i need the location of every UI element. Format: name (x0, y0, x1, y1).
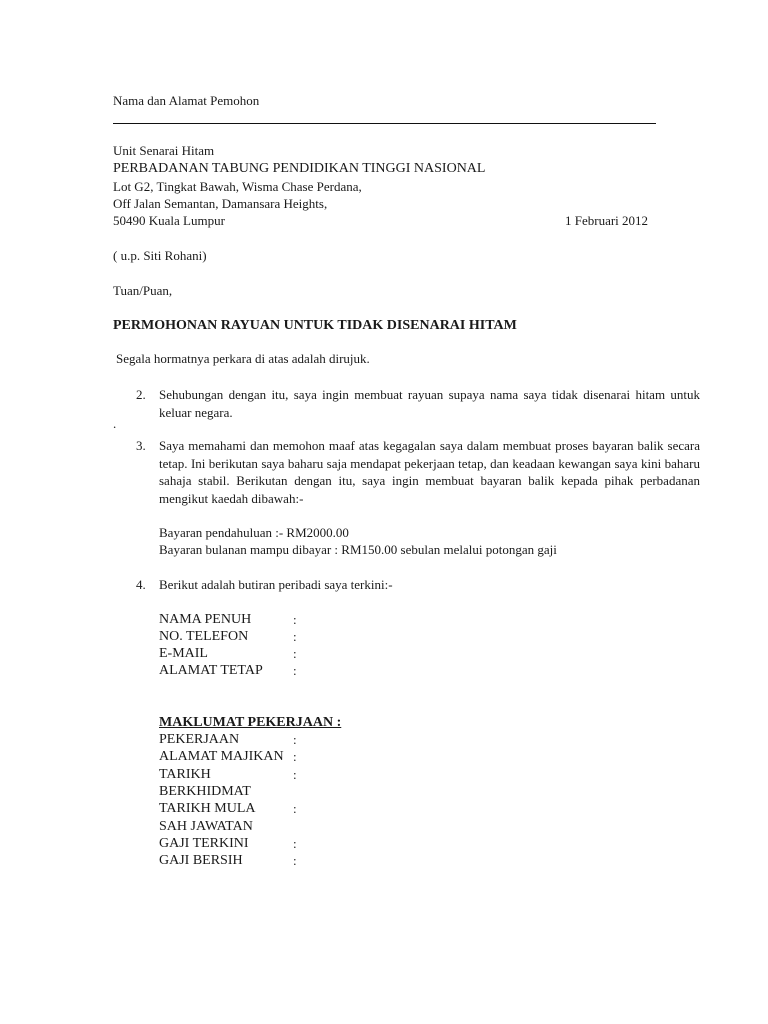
field-label: NAMA PENUH (159, 612, 252, 627)
paragraph-text: Saya memahami dan memohon maaf atas kegagalan saya dalam membuat proses bayaran balik secara tetap. Ini berikutan saya baharu saja mendapat pekerjaan tetap, dan keadaan kewangan saya kini baharu sahaja stabil. Berikutan dengan itu, saya ingin membuat bayaran balik kepada pihak perbadanan mengikut kaedah dibawah:- (159, 438, 700, 506)
personal-details-intro: Berikut adalah butiran peribadi saya terkini:- (159, 577, 393, 592)
field-label: E-MAIL (159, 646, 208, 661)
field-label: NO. TELEFON (159, 629, 249, 644)
recipient-address-line2: Off Jalan Semantan, Damansara Heights, (113, 196, 328, 211)
recipient-organization: PERBADANAN TABUNG PENDIDIKAN TINGGI NASIONAL (113, 161, 486, 176)
field-colon: : (293, 836, 297, 851)
applicant-label: Nama dan Alamat Pemohon (113, 93, 260, 108)
recipient-address-line3: 50490 Kuala Lumpur (113, 213, 225, 228)
field-colon: : (293, 663, 297, 678)
field-label: SAH JAWATAN (159, 819, 253, 834)
paragraph-text: Sehubungan dengan itu, saya ingin membuat rayuan supaya nama saya tidak disenarai hitam untuk keluar negara. (159, 387, 700, 420)
field-colon: : (293, 801, 297, 816)
letter-date: 1 Februari 2012 (565, 213, 649, 228)
intro-paragraph: Segala hormatnya perkara di atas adalah dirujuk. (116, 351, 370, 366)
signature-line (113, 123, 656, 124)
paragraph-number: 3. (136, 438, 146, 453)
field-label: GAJI TERKINI (159, 836, 249, 851)
paragraph-number: 4. (136, 577, 146, 592)
recipient-address-line1: Lot G2, Tingkat Bawah, Wisma Chase Perdana, (113, 179, 362, 194)
letter-subject: PERMOHONAN RAYUAN UNTUK TIDAK DISENARAI HITAM (113, 318, 517, 333)
field-label: ALAMAT MAJIKAN (159, 749, 284, 764)
field-colon: : (293, 853, 297, 868)
down-payment-line: Bayaran pendahuluan :- RM2000.00 (159, 525, 349, 540)
paragraph-number: 2. (136, 387, 146, 402)
field-label: TARIKH MULA (159, 801, 256, 816)
field-label: PEKERJAAN (159, 732, 240, 747)
field-colon: : (293, 767, 297, 782)
field-colon: : (293, 629, 297, 644)
field-colon: : (293, 732, 297, 747)
attention-line: ( u.p. Siti Rohani) (113, 248, 207, 263)
monthly-payment-line: Bayaran bulanan mampu dibayar : RM150.00 sebulan melalui potongan gaji (159, 542, 557, 557)
field-colon: : (293, 749, 297, 764)
employment-heading: MAKLUMAT PEKERJAAN : (159, 715, 342, 730)
field-label: GAJI BERSIH (159, 853, 243, 868)
field-colon: : (293, 612, 297, 627)
field-label: TARIKH (159, 767, 211, 782)
field-label: BERKHIDMAT (159, 784, 251, 799)
recipient-unit: Unit Senarai Hitam (113, 143, 215, 158)
field-colon: : (293, 646, 297, 661)
stray-mark: . (113, 416, 117, 431)
field-label: ALAMAT TETAP (159, 663, 263, 678)
salutation: Tuan/Puan, (113, 283, 173, 298)
